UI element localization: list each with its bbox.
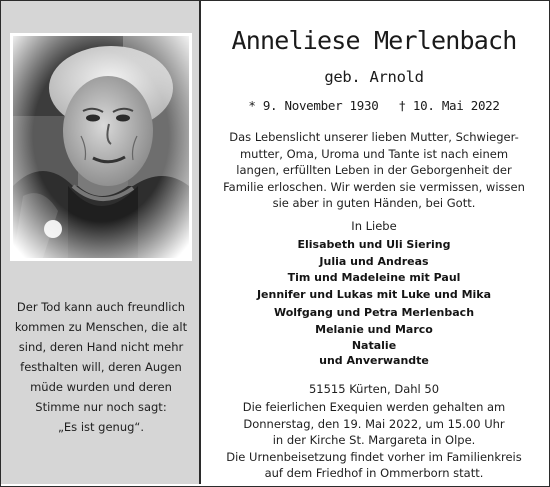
quote-line: müde wurden und deren — [30, 380, 172, 394]
quote-line: sind, deren Hand nicht mehr — [18, 340, 184, 354]
announcement-line: langen, erfüllten Leben in der Geborgenheit der — [236, 163, 512, 177]
mourner-line: Jennifer und Lukas mit Luke und Mika — [256, 287, 492, 301]
funeral-line: in der Kirche St. Margareta in Olpe. — [272, 433, 476, 447]
mourner-line: Julia und Andreas — [319, 254, 429, 268]
funeral-line: Die Urnenbeisetzung findet vorher im Familienkreis — [226, 449, 522, 464]
born-date: 9. November 1930 — [262, 98, 379, 113]
funeral-line: auf dem Friedhof in Ommerborn statt. — [264, 466, 484, 480]
died-date: 10. Mai 2022 — [412, 98, 500, 113]
funeral-line: Die feierlichen Exequien werden gehalten am — [242, 400, 506, 414]
mourner-line: Wolfgang und Petra Merlenbach — [273, 306, 475, 319]
right-panel — [201, 1, 547, 484]
announcement-line: mutter, Oma, Uroma und Tante ist nach einem — [239, 146, 509, 161]
quote-line: Stimme nur noch sagt: — [35, 400, 167, 414]
portrait-photo — [13, 36, 189, 258]
quote-line: „Es ist genug“. — [57, 420, 145, 434]
mourners-group-2 — [201, 305, 547, 355]
portrait-frame — [10, 33, 192, 261]
address-text: 51515 Kürten, Dahl 50 — [308, 382, 440, 396]
quote-line: Der Tod kann auch freundlich — [16, 300, 186, 314]
life-dates — [201, 98, 547, 113]
died-symbol: † — [398, 98, 406, 113]
left-panel — [1, 1, 199, 484]
born-symbol: * — [248, 98, 256, 113]
memorial-quote — [5, 297, 197, 437]
announcement-line: sie aber in guten Händen, bei Gott. — [272, 196, 476, 210]
announcement-line: Familie erloschen. Wir werden sie vermissen, wissen — [223, 179, 525, 194]
mourner-line: Tim und Madeleine mit Paul — [287, 271, 461, 284]
in-liebe-text: In Liebe — [351, 219, 397, 233]
announcement-line: Das Lebenslicht unserer lieben Mutter, Schwieger- — [229, 130, 519, 144]
announcement-text — [201, 129, 547, 212]
mourner-line: Elisabeth und Uli Siering — [297, 238, 451, 251]
mourners-group-1 — [201, 237, 547, 303]
mourner-line: Natalie — [351, 339, 397, 352]
mourner-line: Melanie und Marco — [315, 322, 433, 336]
relatives-text: und Anverwandte — [319, 354, 429, 367]
deceased-name: Anneliese Merlenbach — [231, 26, 517, 55]
funeral-line: Donnerstag, den 19. Mai 2022, um 15.00 Uhr — [243, 416, 505, 431]
quote-line: festhalten will, deren Augen — [20, 360, 182, 374]
birth-name: geb. Arnold — [324, 68, 424, 86]
quote-line: kommen zu Menschen, die alt — [14, 320, 188, 334]
funeral-info — [201, 399, 547, 482]
